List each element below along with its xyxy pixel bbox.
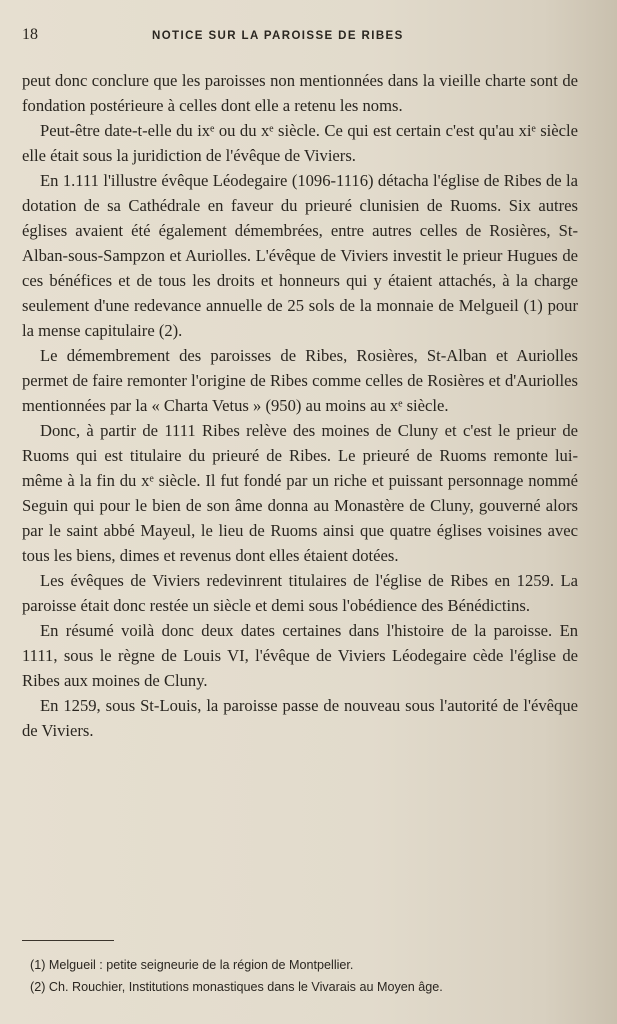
footnote-divider xyxy=(22,940,114,941)
page-header xyxy=(22,26,587,50)
body-text xyxy=(22,68,578,743)
paragraph: En 1259, sous St-Louis, la paroisse passe de nouveau sous l'autorité de l'évêque de Viviers. xyxy=(22,696,578,740)
footnote: (2) Ch. Rouchier, Institutions monastiques dans le Vivarais au Moyen âge. xyxy=(30,980,443,994)
paragraph: Peut-être date-t-elle du ixᵉ ou du xᵉ siècle. Ce qui est certain c'est qu'au xiᵉ siècle elle était sous la juridiction de l'évêque de Viviers. xyxy=(22,121,578,165)
paragraph: Le démembrement des paroisses de Ribes, Rosières, St-Alban et Auriolles permet de faire remonter l'origine de Ribes comme celles de Rosières et d'Auriolles mentionnées par la « Charta Vetus » (950) au moins au xᵉ siècle. xyxy=(22,346,578,415)
running-head: NOTICE SUR LA PAROISSE DE RIBES xyxy=(152,30,404,42)
footnote: (1) Melgueil : petite seigneurie de la région de Montpellier. xyxy=(30,958,354,972)
paragraph: Les évêques de Viviers redevinrent titulaires de l'église de Ribes en 1259. La paroisse était donc restée un siècle et demi sous l'obédience des Bénédictins. xyxy=(22,571,578,615)
paragraph: En résumé voilà donc deux dates certaines dans l'histoire de la paroisse. En 1111, sous le règne de Louis VI, l'évêque de Viviers Léodegaire cède l'église de Ribes aux moines de Cluny. xyxy=(22,621,578,690)
paragraph: Donc, à partir de 1111 Ribes relève des moines de Cluny et c'est le prieur de Ruoms qui est titulaire du prieuré de Ribes. Le prieuré de Ruoms remonte lui-même à la fin du xᵉ siècle. Il fut fondé par un riche et puissant personnage nommé Seguin qui pour le bien de son âme donna au Monastère de Cluny, gouverné alors par le saint abbé Mayeul, le lieu de Ruoms ainsi que quatre églises voisines avec tous les biens, dimes et revenus dont elles étaient dotées. xyxy=(22,421,578,565)
page-number: 18 xyxy=(22,26,38,43)
footnotes xyxy=(30,954,570,998)
paragraph: peut donc conclure que les paroisses non mentionnées dans la vieille charte sont de fondation postérieure à celles dont elle a retenu les noms. xyxy=(22,71,578,115)
paragraph: En 1.111 l'illustre évêque Léodegaire (1096-1116) détacha l'église de Ribes de la dotation de sa Cathédrale en faveur du prieuré clunisien de Ruoms. Six autres églises avaient été également démembrées, entre autres celles de Rosières, St-Alban-sous-Sampzon et Auriolles. L'évêque de Viviers investit le prieur Hugues de ces bénéfices et de tous les droits et honneurs qui y étaient attachés, à la charge seulement d'une redevance annuelle de 25 sols de la monnaie de Melgueil (1) pour la mense capitulaire (2). xyxy=(22,171,578,340)
